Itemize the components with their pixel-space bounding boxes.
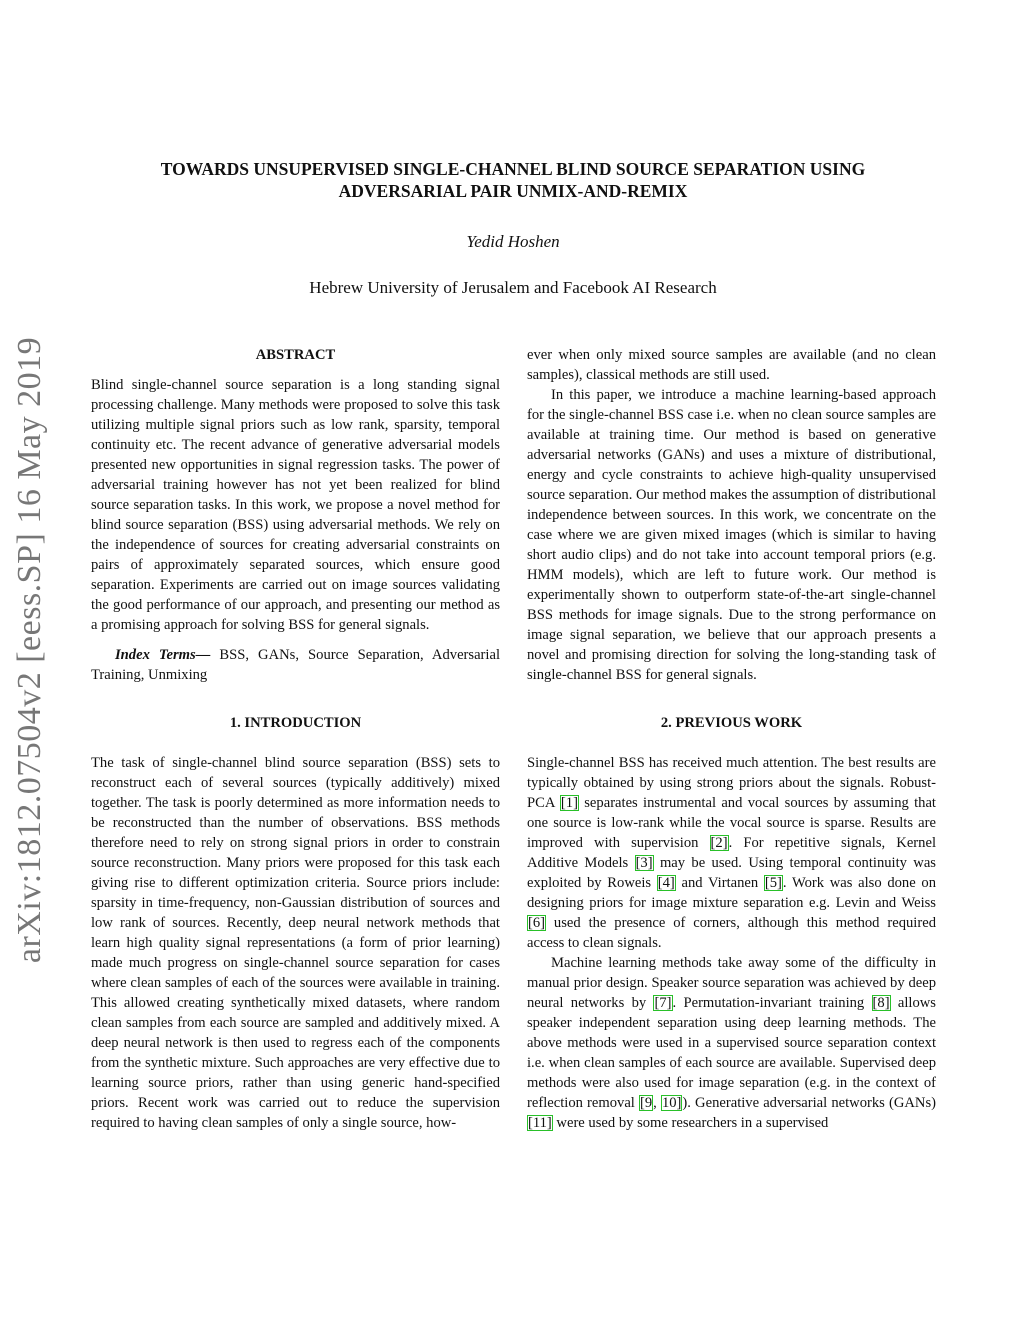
citation-link[interactable]: [9 [640, 1095, 653, 1111]
title-line-2: ADVERSARIAL PAIR UNMIX-AND-REMIX [338, 181, 688, 201]
text-run: Machine learning methods take away some of the difficulty in manual prior design. Speaker source separation was achieved by deep neural networks by [527, 955, 936, 1011]
previous-work-paragraph-2 [527, 953, 936, 1133]
index-terms-label: Index Terms— [115, 647, 211, 663]
text-run: ). Generative adversarial networks (GANs) [682, 1095, 936, 1111]
introduction-continuation: ever when only mixed source samples are available (and no clean samples), classical methods are still used. [527, 347, 936, 383]
citation-link[interactable]: [2] [710, 835, 728, 851]
abstract-text: Blind single-channel source separation is a long standing signal processing challenge. Many methods were proposed to solve this task utilizing multiple signal priors such as low rank, sparsity, temporal continuity etc. The recent advance of generative adversarial models presented new opportunities in signal regression tasks. The power of adversarial training however has not yet been realized for blind source separation tasks. In this work, we propose a novel method for blind source separation (BSS) using adversarial methods. We rely on the independence of sources for creating adversarial constraints on pairs of approximately separated sources, which ensure good separation. Experiments are carried out on image sources validating the good performance of our approach, and presenting our method as a promising approach for solving BSS for general signals. [91, 377, 500, 633]
citation-link[interactable]: 10] [661, 1095, 682, 1111]
text-run: and Virtanen [675, 875, 764, 891]
text-run: may be used. Using temporal continuity was exploited by Roweis [527, 855, 936, 891]
text-run: Single-channel BSS has received much attention. The best results are typically obtained by using strong priors about the signals. Robust-PCA [527, 755, 936, 811]
author-name: Yedid Hoshen [466, 232, 560, 251]
text-run: were used by some researchers in a supervised [552, 1115, 829, 1131]
citation-link[interactable]: [4] [657, 875, 675, 891]
index-terms [91, 645, 500, 685]
introduction-paragraph-2: In this paper, we introduce a machine learning-based approach for the single-channel BSS case i.e. when no clean source samples are available at training time. Our method is based on generative adversarial networks (GANs) and uses a mixture of distributional, energy and cycle constraints to achieve high-quality unsupervised source separation. Our method makes the assumption of distributional independence between sources. In this work, we concentrate on the case where we are given mixed images (which is similar to having short audio clips) and do not take into account temporal priors (e.g. HMM models), which are left to future work. Our method is experimentally shown to outperform state-of-the-art single-channel BSS methods for image signals. Due to the strong performance on image signal separation, we believe that our approach presents a novel and promising direction for solving the long-standing task of single-channel BSS for general signals. [527, 387, 936, 683]
text-run: allows speaker independent separation using deep learning methods. The above methods were used in a supervised source separation context i.e. when clean samples of each source are available. Supervised deep methods were also used for image separation (e.g. in the context of reflection removal [527, 995, 936, 1111]
introduction-heading: 1. INTRODUCTION [229, 715, 362, 731]
right-column [527, 345, 936, 1133]
citation-link[interactable]: [11] [528, 1115, 552, 1131]
citation-link[interactable]: [7] [654, 995, 672, 1011]
introduction-paragraph: The task of single-channel blind source separation (BSS) sets to reconstruct each of several sources (typically additively) mixed together. The task is poorly determined as more information needs to be reconstructed than the number of observations. BSS methods therefore need to rely on strong signal priors in order to constrain source reconstruction. Many priors were proposed for this task each giving rise to different optimization criteria. Source priors include: sparsity in time-frequency, non-Gaussian distribution of sources and low rank of sources. Recently, deep neural network methods that learn high quality signal representations (a form of prior learning) made much progress on single-channel source separation for cases where clean samples of each of the sources were available in training. This allowed creating synthetically mixed datasets, where random clean samples from each source are sampled and additively mixed. A deep neural network is then used to regress each of the components from the synthetic mixture. Such approaches are very effective due to learning source priors, rather than using generic hand-specified priors. Recent work was carried out to reduce the supervision required to having clean samples of only a single source, how- [91, 755, 500, 1131]
citation-link[interactable]: [8] [872, 995, 890, 1011]
title-line-1: TOWARDS UNSUPERVISED SINGLE-CHANNEL BLIND SOURCE SEPARATION USING [160, 159, 866, 179]
citation-link[interactable]: [6] [528, 915, 546, 931]
previous-work-heading: 2. PREVIOUS WORK [660, 715, 803, 731]
text-run: used the presence of corners, although this method required access to clean signals. [527, 915, 936, 951]
previous-work-paragraph-1 [527, 753, 936, 953]
text-run: , [653, 1095, 661, 1111]
text-run: . For repetitive signals, Kernel Additive Models [527, 835, 936, 871]
citation-link[interactable]: [3] [635, 855, 653, 871]
paper-title [90, 158, 936, 202]
text-run: . Work was also done on designing priors for image mixture separation e.g. Levin and Weiss [527, 875, 936, 911]
left-column [91, 345, 500, 1133]
text-run: separates instrumental and vocal sources by assuming that one source is low-rank while the vocal source is sparse. Results are improved with supervision [527, 795, 936, 851]
text-run: . Permutation-invariant training [672, 995, 872, 1011]
affiliation: Hebrew University of Jerusalem and Facebook AI Research [309, 278, 717, 297]
arxiv-identifier: arXiv:1812.07504v2 [eess.SP] 16 May 2019 [11, 336, 49, 964]
arxiv-side-stamp [10, 336, 50, 964]
citation-link[interactable]: [5] [764, 875, 782, 891]
abstract-heading: ABSTRACT [255, 347, 336, 363]
citation-link[interactable]: [1] [560, 795, 578, 811]
index-terms-text: BSS, GANs, Source Separation, Adversarial Training, Unmixing [91, 647, 501, 683]
